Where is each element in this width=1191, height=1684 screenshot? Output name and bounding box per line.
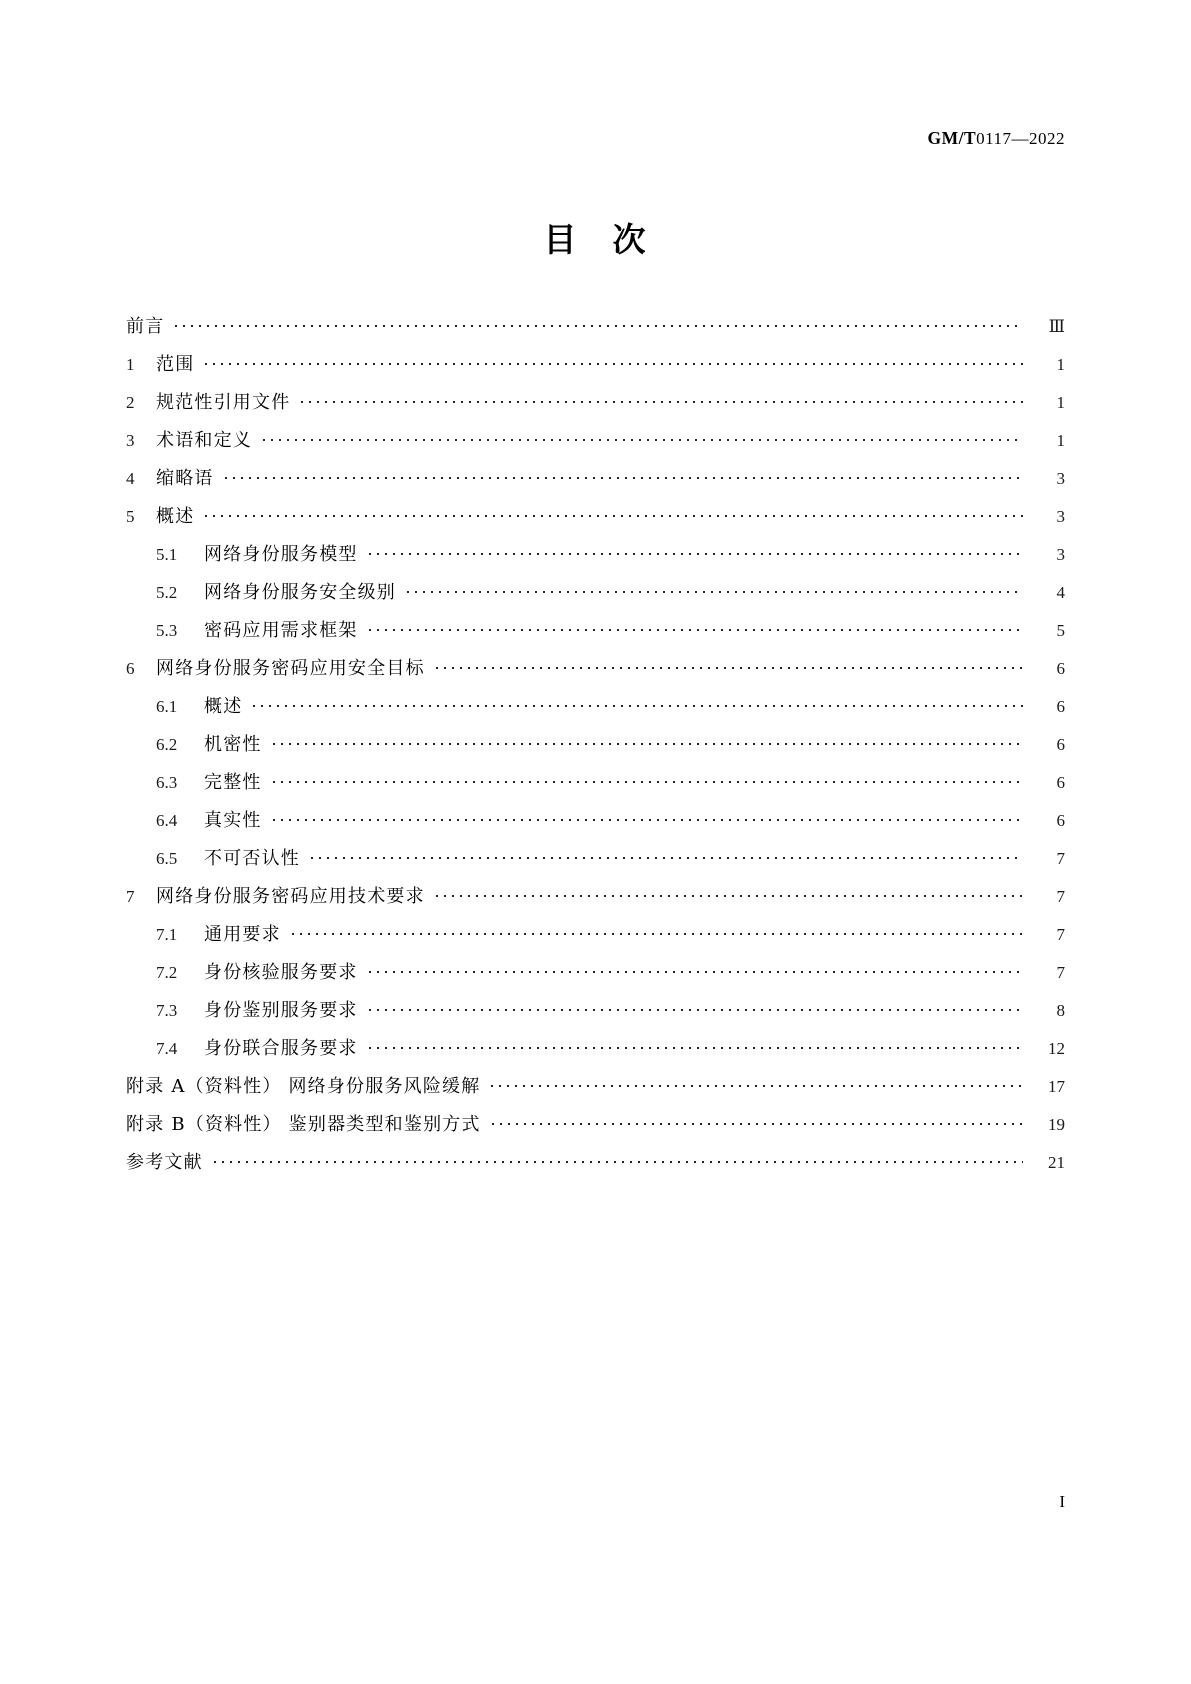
toc-leader-dots (211, 1151, 1023, 1169)
toc-entry-title: 身份鉴别服务要求 (204, 1000, 358, 1021)
toc-leader-dots (366, 1037, 1023, 1055)
toc-entry-number: 6.5 (156, 849, 178, 868)
toc-entry-title: 身份联合服务要求 (204, 1038, 358, 1059)
toc-leader-dots (172, 315, 1023, 333)
toc-entry-page-number: 7 (1056, 925, 1065, 944)
toc-entry-title: 缩略语 (156, 468, 214, 489)
toc-entry-number: 6 (126, 659, 135, 678)
toc-entry-page-number: 21 (1048, 1153, 1065, 1172)
toc-leader-dots (260, 429, 1023, 447)
toc-entry[interactable] (126, 806, 1065, 844)
toc-entry-number: 5.1 (156, 545, 178, 564)
toc-entry-title: 附录 A（资料性） 网络身份服务风险缓解 (126, 1076, 481, 1097)
toc-entry-number: 2 (126, 393, 135, 412)
toc-entry-page-number: 3 (1056, 545, 1065, 564)
toc-entry[interactable] (126, 616, 1065, 654)
toc-entry-title: 通用要求 (204, 924, 281, 945)
toc-entry-page-number: 6 (1056, 697, 1065, 716)
toc-entry-title: 网络身份服务密码应用安全目标 (156, 658, 425, 679)
toc-leader-dots (202, 353, 1023, 371)
toc-entry-page-number: 7 (1056, 963, 1065, 982)
table-of-contents (126, 312, 1065, 1186)
toc-entry-page-number: 5 (1056, 621, 1065, 640)
toc-leader-dots (489, 1113, 1023, 1131)
toc-entry-title: 完整性 (204, 772, 262, 793)
toc-entry-number: 1 (126, 355, 135, 374)
toc-leader-dots (289, 923, 1023, 941)
toc-entry-page-number: 4 (1056, 583, 1065, 602)
toc-leader-dots (202, 505, 1023, 523)
toc-entry-number: 5.2 (156, 583, 178, 602)
toc-entry-title: 术语和定义 (156, 430, 252, 451)
toc-entry-label (156, 768, 262, 794)
toc-entry-label (126, 502, 194, 528)
page-title (0, 214, 1191, 261)
page-title-char-1: 目 (543, 223, 579, 259)
toc-entry[interactable] (126, 502, 1065, 540)
toc-entry-number: 5 (126, 507, 135, 526)
toc-entry-title: 概述 (204, 696, 243, 717)
toc-entry-label (156, 578, 396, 604)
toc-entry-title: 前言 (126, 316, 165, 337)
toc-entry-page-number: 7 (1056, 887, 1065, 906)
toc-entry[interactable] (126, 1034, 1065, 1072)
toc-leader-dots (366, 961, 1023, 979)
toc-entry-page-number: 6 (1056, 811, 1065, 830)
toc-entry-label (126, 654, 425, 680)
toc-entry-label (126, 388, 290, 414)
toc-entry[interactable] (126, 1148, 1065, 1186)
toc-entry-page-number: 17 (1048, 1077, 1065, 1096)
toc-entry[interactable] (126, 958, 1065, 996)
toc-entry[interactable] (126, 312, 1065, 350)
toc-entry-label (126, 1072, 480, 1098)
toc-entry-page-number: 8 (1056, 1001, 1065, 1020)
standard-code: GM/T (927, 128, 977, 148)
toc-entry[interactable] (126, 844, 1065, 882)
toc-entry-label (156, 844, 300, 870)
toc-entry-label (156, 920, 281, 946)
toc-entry-label (126, 464, 214, 490)
toc-entry-page-number: 1 (1056, 393, 1065, 412)
toc-leader-dots (270, 771, 1023, 789)
toc-entry-label (156, 540, 358, 566)
toc-entry-title: 附录 B（资料性） 鉴别器类型和鉴别方式 (126, 1114, 481, 1135)
toc-leader-dots (222, 467, 1023, 485)
toc-entry-number: 3 (126, 431, 135, 450)
toc-entry-page-number: 1 (1056, 431, 1065, 450)
toc-entry-label (126, 882, 425, 908)
page-title-char-2: 次 (612, 223, 648, 259)
toc-entry-page-number: 6 (1056, 773, 1065, 792)
toc-entry-number: 6.2 (156, 735, 178, 754)
toc-entry-page-number: 7 (1056, 849, 1065, 868)
toc-entry-label (156, 616, 358, 642)
toc-entry-title: 网络身份服务安全级别 (204, 582, 396, 603)
toc-entry-title: 网络身份服务模型 (204, 544, 358, 565)
toc-entry-page-number: 3 (1056, 469, 1065, 488)
toc-entry-number: 7.2 (156, 963, 178, 982)
toc-leader-dots (404, 581, 1023, 599)
toc-entry[interactable] (126, 920, 1065, 958)
toc-entry-page-number: 12 (1048, 1039, 1065, 1058)
toc-entry-label (156, 996, 358, 1022)
toc-entry-number: 5.3 (156, 621, 178, 640)
toc-entry-title: 身份核验服务要求 (204, 962, 358, 983)
toc-entry-number: 7.4 (156, 1039, 178, 1058)
toc-entry[interactable] (126, 578, 1065, 616)
toc-leader-dots (433, 885, 1023, 903)
toc-entry-number: 7.1 (156, 925, 178, 944)
toc-entry[interactable] (126, 882, 1065, 920)
toc-entry-title: 范围 (156, 354, 195, 375)
toc-entry-label (156, 958, 358, 984)
toc-entry[interactable] (126, 388, 1065, 426)
toc-entry-title: 参考文献 (126, 1152, 203, 1173)
toc-entry-number: 7 (126, 887, 135, 906)
toc-entry[interactable] (126, 1110, 1065, 1148)
toc-entry-page-number: 1 (1056, 355, 1065, 374)
toc-entry-page-number: 6 (1056, 659, 1065, 678)
running-header (927, 128, 1065, 149)
toc-entry-label (126, 1110, 481, 1136)
toc-leader-dots (433, 657, 1023, 675)
toc-entry-label (126, 312, 164, 338)
toc-entry[interactable] (126, 768, 1065, 806)
toc-entry-label (156, 1034, 358, 1060)
toc-entry[interactable] (126, 654, 1065, 692)
toc-entry-title: 真实性 (204, 810, 262, 831)
toc-leader-dots (270, 733, 1023, 751)
page-footer-number: I (1059, 1492, 1065, 1511)
toc-entry[interactable] (126, 426, 1065, 464)
toc-entry[interactable] (126, 540, 1065, 578)
toc-entry-title: 不可否认性 (204, 848, 300, 869)
toc-leader-dots (366, 619, 1023, 637)
toc-leader-dots (270, 809, 1023, 827)
toc-entry-title: 机密性 (204, 734, 262, 755)
toc-entry-title: 概述 (156, 506, 195, 527)
toc-entry[interactable] (126, 996, 1065, 1034)
toc-entry-number: 6.4 (156, 811, 178, 830)
toc-leader-dots (488, 1075, 1023, 1093)
toc-leader-dots (308, 847, 1023, 865)
toc-entry-title: 规范性引用文件 (156, 392, 291, 413)
toc-entry-title: 网络身份服务密码应用技术要求 (156, 886, 425, 907)
toc-entry-number: 7.3 (156, 1001, 178, 1020)
toc-entry-label (156, 692, 242, 718)
toc-leader-dots (366, 543, 1023, 561)
toc-entry[interactable] (126, 1072, 1065, 1110)
toc-entry-page-number: 3 (1056, 507, 1065, 526)
toc-entry-number: 6.3 (156, 773, 178, 792)
toc-entry-number: 4 (126, 469, 135, 488)
toc-entry-page-number: Ⅲ (1048, 317, 1065, 336)
toc-entry[interactable] (126, 692, 1065, 730)
toc-leader-dots (250, 695, 1023, 713)
toc-entry-page-number: 19 (1048, 1115, 1065, 1134)
toc-entry[interactable] (126, 730, 1065, 768)
standard-number: 0117—2022 (976, 129, 1065, 148)
toc-entry-label (126, 426, 252, 452)
toc-leader-dots (366, 999, 1023, 1017)
toc-entry-label (156, 730, 262, 756)
toc-entry-label (126, 350, 194, 376)
toc-entry-label (126, 1148, 203, 1174)
toc-entry-page-number: 6 (1056, 735, 1065, 754)
toc-entry-title: 密码应用需求框架 (204, 620, 358, 641)
toc-leader-dots (298, 391, 1023, 409)
toc-entry-number: 6.1 (156, 697, 178, 716)
toc-entry[interactable] (126, 464, 1065, 502)
toc-entry-label (156, 806, 262, 832)
toc-entry[interactable] (126, 350, 1065, 388)
